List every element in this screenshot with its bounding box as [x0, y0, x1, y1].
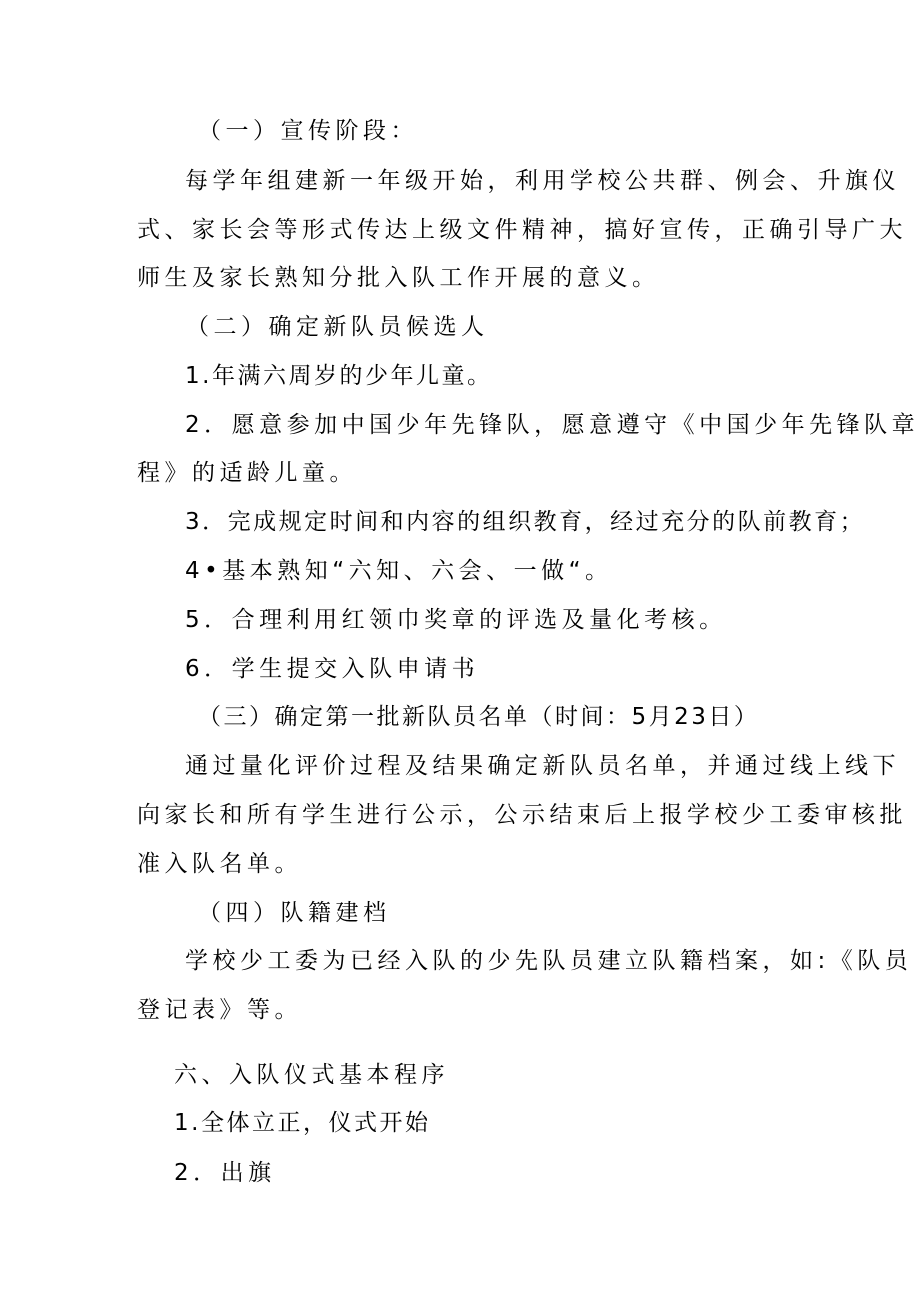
section-heading-first-batch: （三）确定第一批新队员名单（时间：5月23日）	[198, 704, 760, 730]
paragraph-line: 准入队名单。	[137, 851, 302, 877]
section-heading-records: （四）队籍建档	[198, 900, 391, 926]
list-item: 5．合理利用红领巾奖章的评选及量化考核。	[185, 607, 727, 633]
paragraph-line: 向家长和所有学生进行公示，公示结束后上报学校少工委审核批	[137, 802, 907, 828]
section-heading-candidates: （二）确定新队员候选人	[186, 314, 489, 340]
paragraph-line: 每学年组建新一年级开始，利用学校公共群、例会、升旗仪	[185, 168, 900, 194]
list-item: 1.全体立正，仪式开始	[174, 1110, 431, 1136]
list-item: 6．学生提交入队申请书	[185, 656, 480, 682]
list-item: 2．愿意参加中国少年先锋队，愿意遵守《中国少年先锋队章	[185, 412, 920, 438]
paragraph-line: 学校少工委为已经入队的少先队员建立队籍档案，如:《队员	[185, 948, 913, 974]
paragraph-line: 式、家长会等形式传达上级文件精神，搞好宣传，正确引导广大	[137, 217, 907, 243]
section-heading-ceremony: 六、入队仪式基本程序	[174, 1062, 449, 1088]
list-item: 3．完成规定时间和内容的组织教育，经过充分的队前教育；	[185, 509, 866, 535]
list-item: 2．出旗	[174, 1160, 276, 1186]
list-item: 4•基本熟知“六知、六会、一做“。	[185, 558, 613, 584]
paragraph-line: 师生及家长熟知分批入队工作开展的意义。	[137, 265, 660, 291]
paragraph-line: 登记表》等。	[137, 997, 302, 1023]
list-item: 1.年满六周岁的少年儿童。	[185, 363, 493, 389]
section-heading-publicity: （一）宣传阶段：	[198, 118, 418, 144]
list-item: 程》的适龄儿童。	[137, 460, 357, 486]
paragraph-line: 通过量化评价过程及结果确定新队员名单，并通过线上线下	[185, 753, 900, 779]
